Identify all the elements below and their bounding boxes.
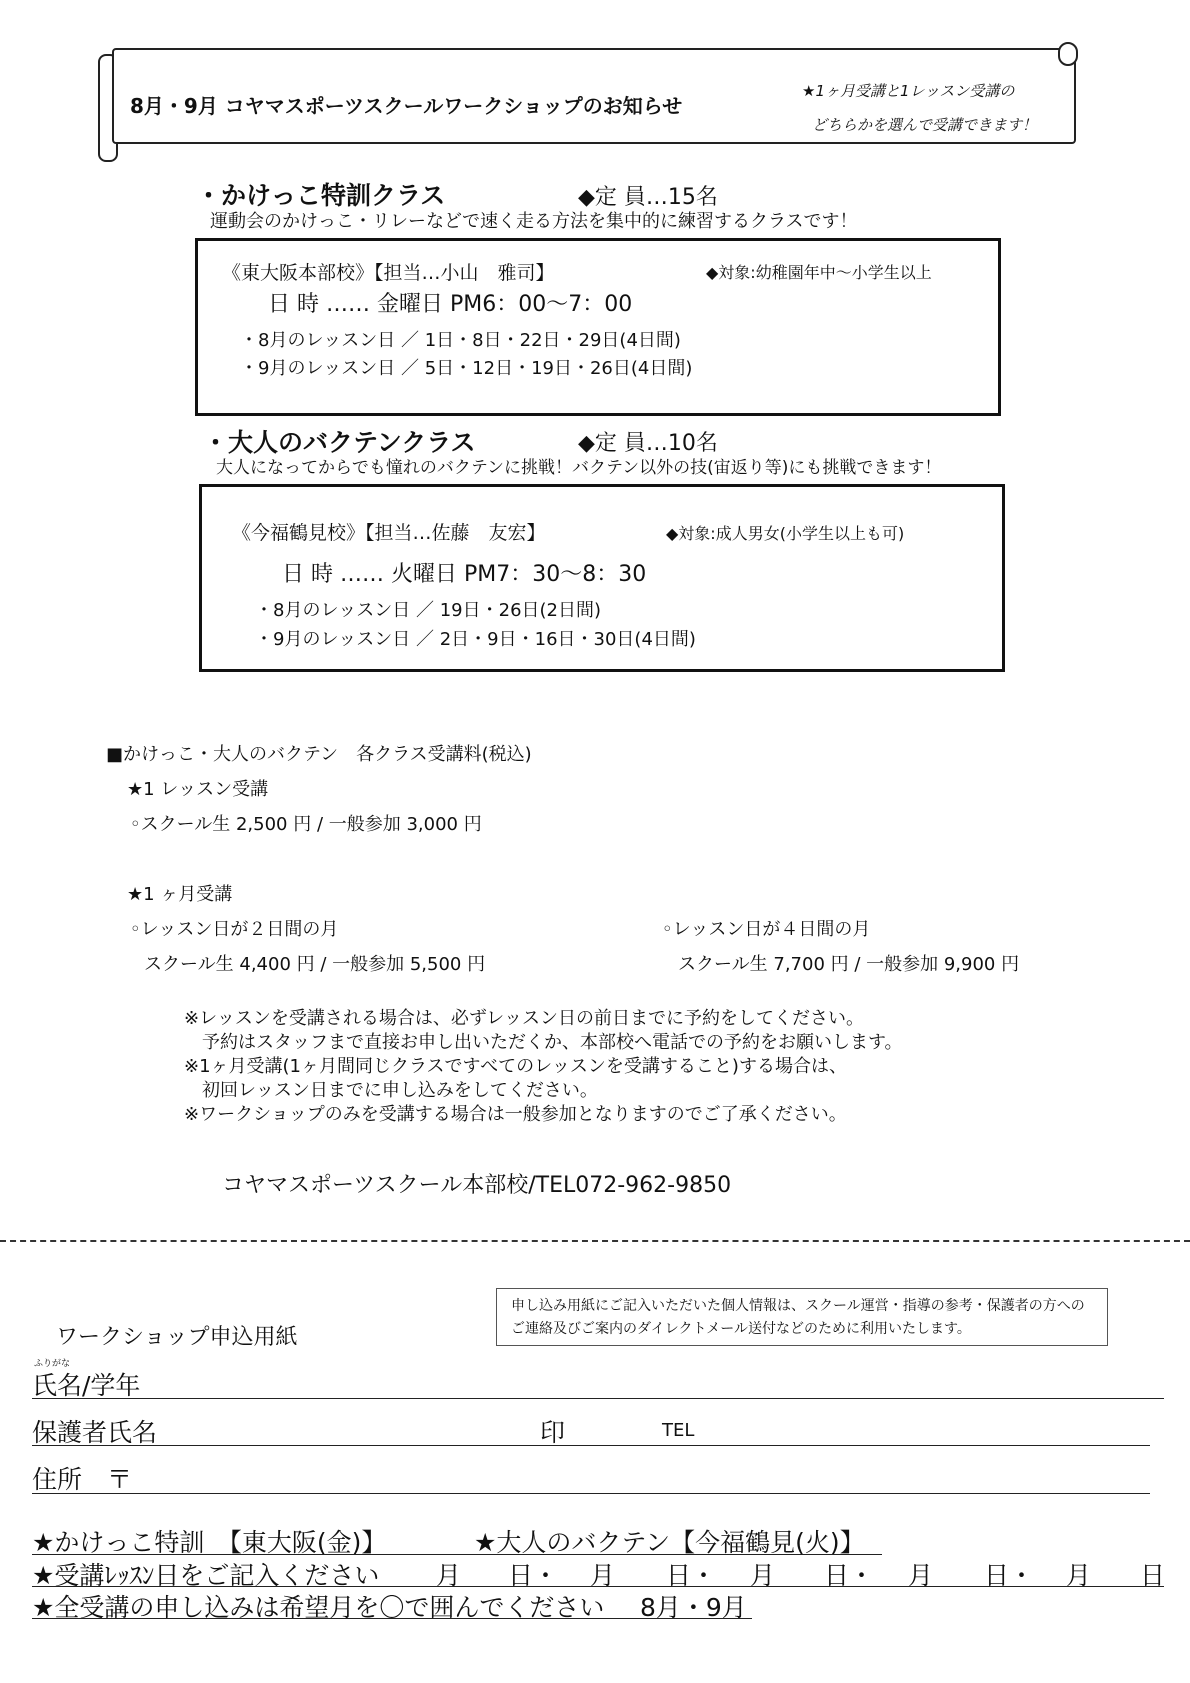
cut-line — [0, 1240, 1190, 1242]
class1-target: ◆対象:幼稚園年中～小学生以上 — [706, 263, 932, 282]
class2-september-dates: ・9月のレッスン日 ／ 2日・9日・16日・30日(4日間) — [255, 629, 696, 650]
date-month-field[interactable]: 月 — [436, 1561, 462, 1590]
header-note-line2: どちらかを選んで受講できます！ — [812, 116, 1038, 134]
class2-august-dates: ・8月のレッスン日 ／ 19日・26日(2日間) — [255, 600, 602, 621]
date-month-field[interactable]: 月 — [750, 1561, 776, 1590]
date-day-field[interactable]: 日・ — [508, 1561, 559, 1590]
class2-title: ・大人のバクテンクラス — [203, 428, 476, 457]
note-line: ※ワークショップのみを受講する場合は一般参加となりますのでご了承ください。 — [184, 1104, 847, 1125]
class2-schedule: 日 時 …… 火曜日 PM7：30～8：30 — [282, 562, 647, 587]
month-selection-underline — [32, 1618, 752, 1619]
fees-heading: ■かけっこ・大人のバクテン 各クラス受講料(税込) — [106, 744, 532, 765]
note-line: ※レッスンを受講される場合は、必ずレッスン日の前日までに予約をしてください。 — [184, 1008, 864, 1029]
class1-august-dates: ・8月のレッスン日 ／ 1日・8日・22日・29日(4日間) — [240, 330, 681, 351]
class1-september-dates: ・9月のレッスン日 ／ 5日・12日・19日・26日(4日間) — [240, 358, 693, 379]
note-line: ※1ヶ月受講(1ヶ月間同じクラスですべてのレッスンを受講すること)する場合は、 — [184, 1056, 847, 1077]
monthly-heading: ★1 ヶ月受講 — [127, 884, 233, 905]
note-line: 予約はスタッフまで直接お申し出いただくか、本部校へ電話での予約をお願いします。 — [184, 1032, 903, 1053]
date-day-field[interactable]: 日 — [1140, 1561, 1166, 1590]
four-day-month-label: ◦レッスン日が４日間の月 — [662, 919, 871, 940]
date-day-field[interactable]: 日・ — [984, 1561, 1035, 1590]
lesson-dates-label: ★受講ﾚｯｽﾝ日をご記入ください — [32, 1561, 380, 1590]
furigana-label: ふりがな — [34, 1359, 71, 1369]
page-title: 8月・9月 コヤマスポーツスクールワークショップのお知らせ — [130, 94, 683, 118]
class-choice-kakekko[interactable]: ★かけっこ特訓 【東大阪(金)】 — [32, 1528, 387, 1557]
four-day-month-price: スクール生 7,700 円 / 一般参加 9,900 円 — [678, 954, 1020, 975]
guardian-tel-field[interactable] — [32, 1445, 1150, 1446]
form-title: ワークショップ申込用紙 — [56, 1325, 298, 1350]
date-day-field[interactable]: 日・ — [824, 1561, 875, 1590]
class1-description: 運動会のかけっこ・リレーなどで速く走る方法を集中的に練習するクラスです！ — [210, 211, 858, 232]
class1-school: 《東大阪本部校》【担当…小山 雅司】 — [222, 262, 555, 284]
guardian-name-label: 保護者氏名 — [32, 1418, 158, 1447]
class1-schedule: 日 時 …… 金曜日 PM6：00～7：00 — [268, 292, 633, 317]
address-label: 住所 〒 — [32, 1465, 133, 1494]
two-day-month-label: ◦レッスン日が２日間の月 — [130, 919, 339, 940]
scroll-decoration-right — [1058, 42, 1078, 66]
date-day-field[interactable]: 日・ — [666, 1561, 717, 1590]
date-month-field[interactable]: 月 — [908, 1561, 934, 1590]
address-field[interactable] — [32, 1493, 1150, 1494]
name-grade-label: 氏名/学年 — [32, 1371, 141, 1400]
tel-label: TEL — [662, 1420, 695, 1441]
header-note-line1: ★1ヶ月受講と1レッスン受講の — [802, 82, 1015, 100]
class1-capacity: ◆定 員…15名 — [578, 185, 718, 210]
privacy-notice: 申し込み用紙にご記入いただいた個人情報は、スクール運営・指導の参考・保護者の方へのご連絡及びご案内のダイレクトメール送付などのために利用いたします。 — [496, 1288, 1108, 1346]
class2-description: 大人になってからでも憧れのバクテンに挑戦！バクテン以外の技(宙返り等)にも挑戦できます！ — [216, 458, 942, 478]
class1-title: ・かけっこ特訓クラス — [196, 181, 446, 210]
date-month-field[interactable]: 月 — [590, 1561, 616, 1590]
class-choice-underline — [32, 1554, 882, 1555]
two-day-month-price: スクール生 4,400 円 / 一般参加 5,500 円 — [144, 954, 486, 975]
single-lesson-price: ◦スクール生 2,500 円 / 一般参加 3,000 円 — [130, 814, 482, 835]
seal-label: 印 — [540, 1418, 566, 1447]
class2-school: 《今福鶴見校》【担当…佐藤 友宏】 — [232, 522, 546, 544]
contact-info: コヤマスポーツスクール本部校/TEL072-962-9850 — [222, 1173, 732, 1198]
class2-target: ◆対象:成人男女(小学生以上も可) — [666, 524, 905, 543]
month-selection-label: ★全受講の申し込みは希望月を〇で囲んでください — [32, 1593, 605, 1622]
month-options[interactable]: 8月・9月 — [640, 1593, 747, 1622]
lesson-dates-underline — [32, 1586, 1164, 1587]
class-choice-backflip[interactable]: ★大人のバクテン【今福鶴見(火)】 — [474, 1528, 865, 1557]
single-lesson-heading: ★1 レッスン受講 — [127, 779, 269, 800]
name-grade-field[interactable] — [32, 1398, 1164, 1399]
date-month-field[interactable]: 月 — [1066, 1561, 1092, 1590]
class2-capacity: ◆定 員…10名 — [578, 431, 718, 456]
note-line: 初回レッスン日までに申し込みをしてください。 — [184, 1080, 598, 1101]
